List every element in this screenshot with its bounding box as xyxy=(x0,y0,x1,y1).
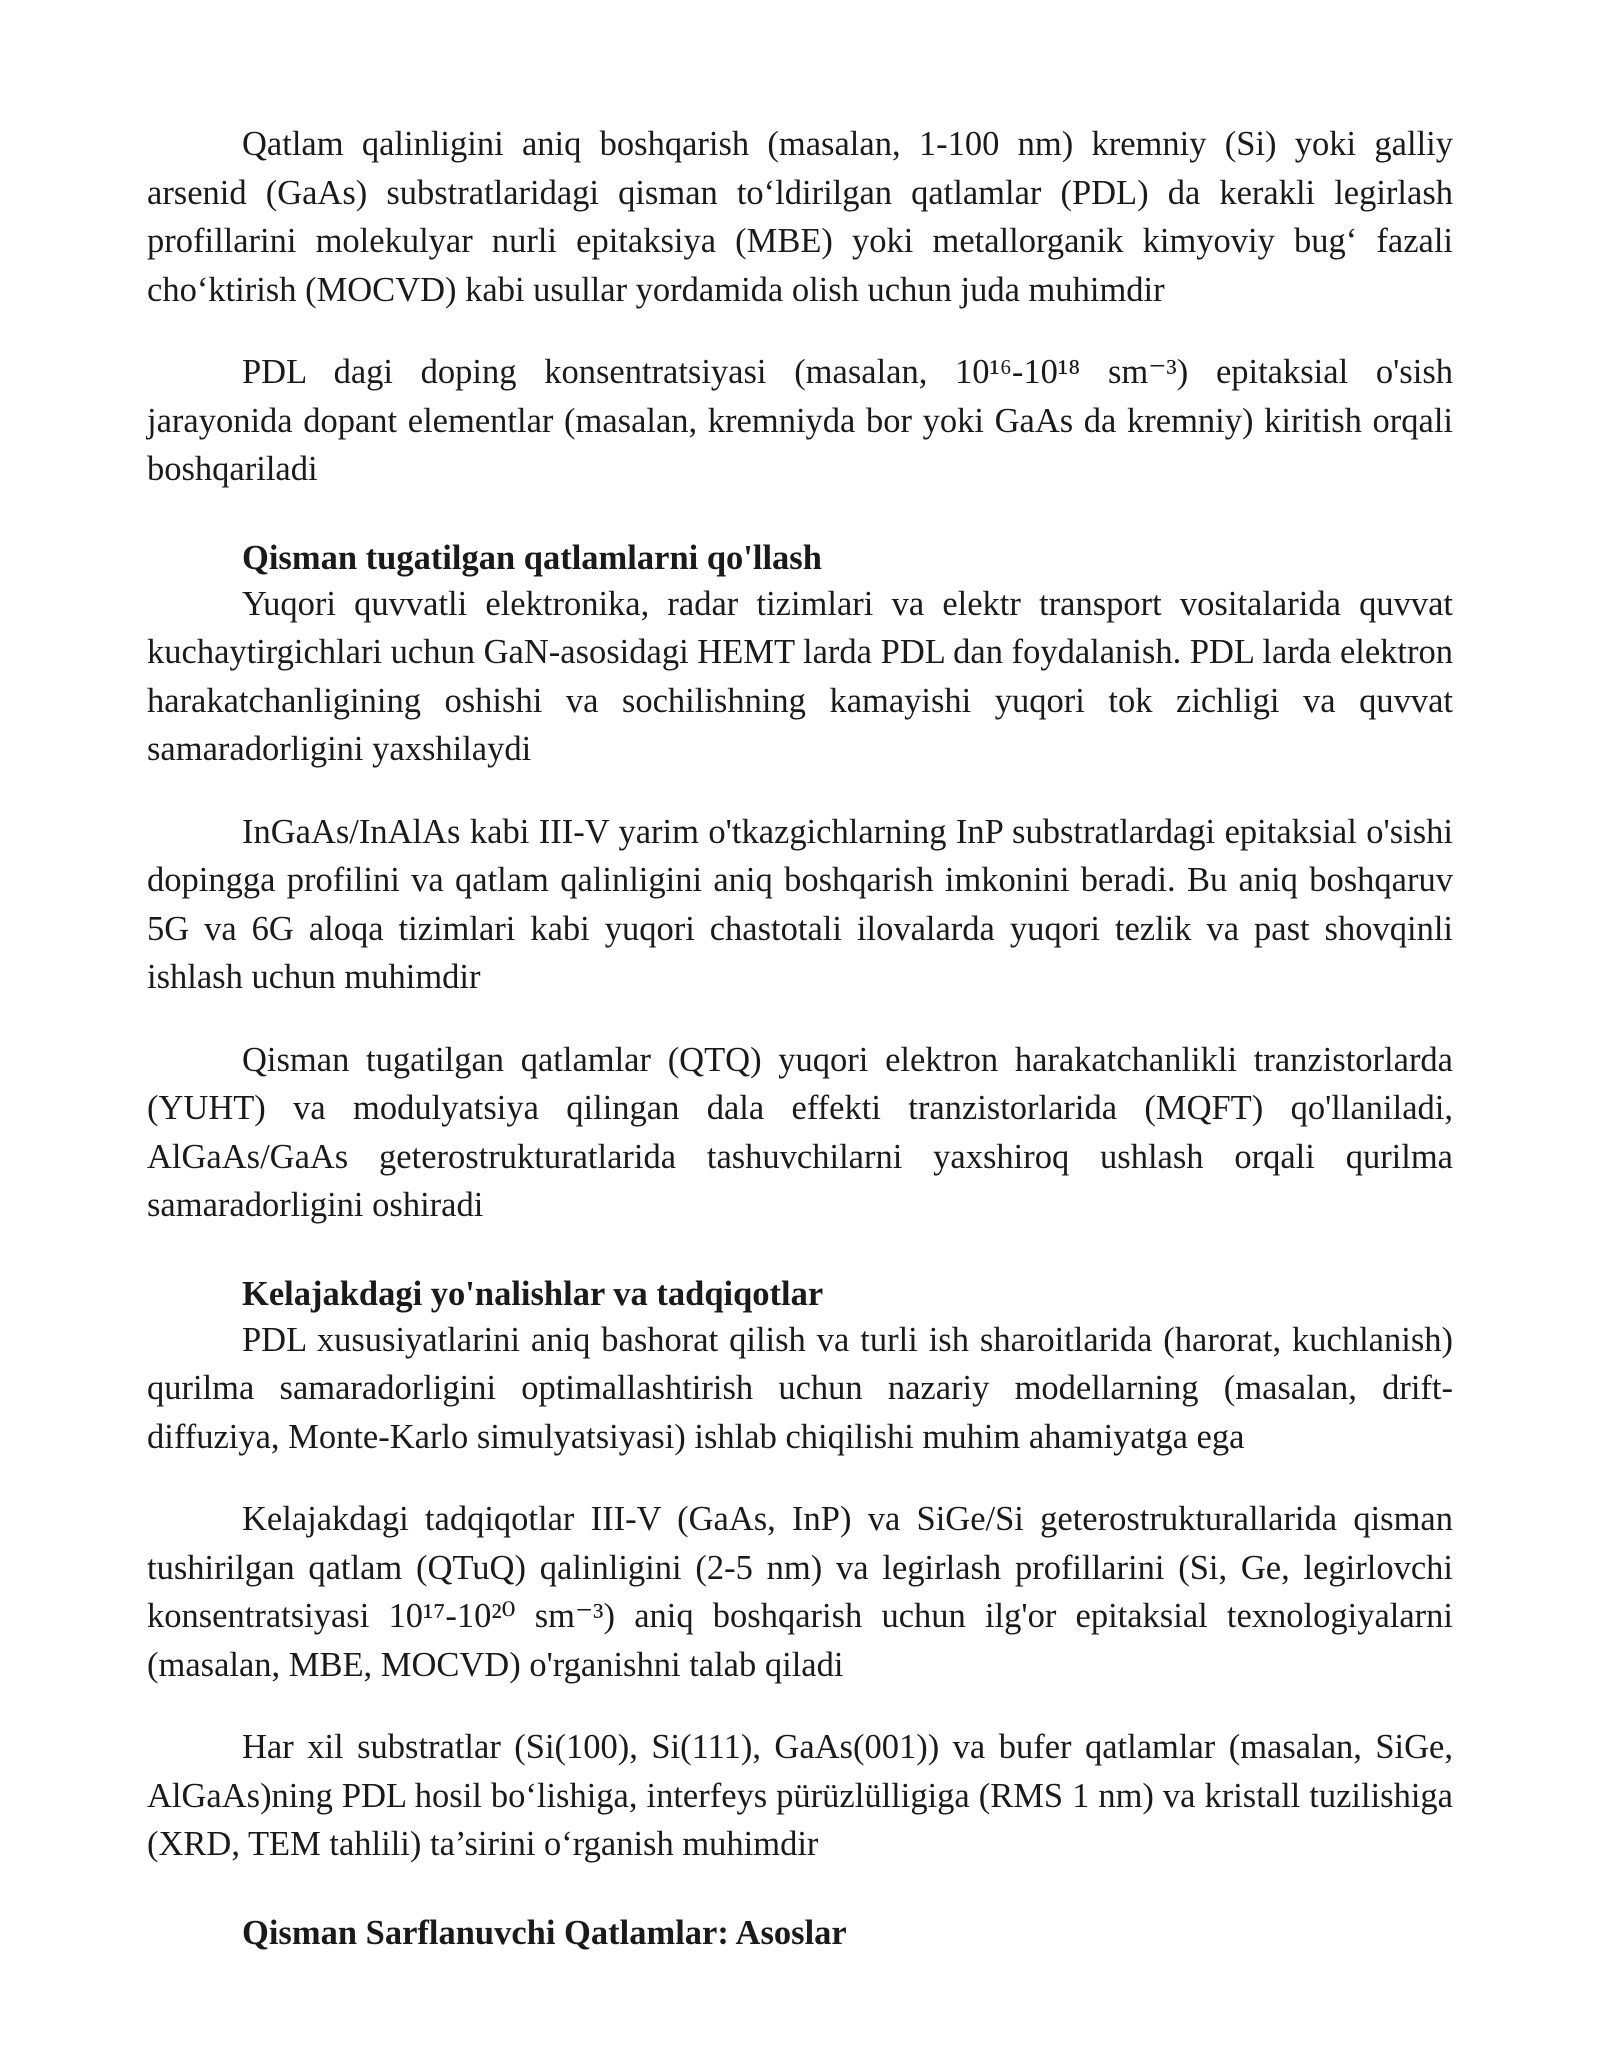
document-page xyxy=(147,120,1453,1953)
paragraph-ingaas-inalas: InGaAs/InAlAs kabi III-V yarim o'tkazgichlarning InP substratlardagi epitaksial o'sishi dopingga profilini va qatlam qalinligini aniq boshqarish imkonini beradi. Bu aniq boshqaruv 5G va 6G aloqa tizimlari kabi yuqori chastotali ilovalarda yuqori tezlik va past shovqinli ishlash uchun muhimdir xyxy=(147,812,1453,996)
heading-applications: Qisman tugatilgan qatlamlarni qo'llash xyxy=(242,538,822,577)
paragraph-doping-concentration: PDL dagi doping konsentratsiyasi (masalan, 10¹⁶-10¹⁸ sm⁻³) epitaksial o'sish jarayonida dopant elementlar (masalan, kremniyda bor yoki GaAs da kremniy) kiritish orqali boshqariladi xyxy=(147,353,1453,488)
heading-basics: Qisman Sarflanuvchi Qatlamlar: Asoslar xyxy=(242,1913,847,1952)
paragraph-theoretical-models: PDL xususiyatlarini aniq bashorat qilish va turli ish sharoitlarida (harorat, kuchlanish) qurilma samaradorligini optimallashtirish uchun nazariy modellarning (masalan, drift-diffuziya, Monte-Karlo simulyatsiyasi) ishlab chiqilishi muhim ahamiyatga ega xyxy=(147,1320,1453,1456)
paragraph-future-epitaxy: Kelajakdagi tadqiqotlar III-V (GaAs, InP) va SiGe/Si geterostrukturallarida qisman tushirilgan qatlam (QTuQ) qalinligini (2-5 nm) va legirlash profillarini (Si, Ge, legirlovchi konsentratsiyasi 10¹⁷-10²⁰ sm⁻³) aniq boshqarish uchun ilg'or epitaksial texnologiyalarni (masalan, MBE, MOCVD) o'rganishni talab qiladi xyxy=(147,1500,1453,1684)
paragraph-layer-thickness-control: Qatlam qalinligini aniq boshqarish (masalan, 1-100 nm) kremniy (Si) yoki galliy arsenid (GaAs) substratlaridagi qisman to‘ldirilgan qatlamlar (PDL) da kerakli legirlash profillarini molekulyar nurli epitaksiya (MBE) yoki metallorganik kimyoviy bug‘ fazali cho‘ktirish (MOCVD) kabi usullar yordamida olish uchun juda muhimdir xyxy=(147,125,1453,309)
paragraph-qtq-transistors: Qisman tugatilgan qatlamlar (QTQ) yuqori elektron harakatchanlikli tranzistorlarda (YUHT) va modulyatsiya qilingan dala effekti tranzistorlarida (MQFT) qo'llaniladi, AlGaAs/GaAs geterostrukturatlarida tashuvchilarni yaxshiroq ushlash orqali qurilma samaradorligini oshiradi xyxy=(147,1040,1453,1224)
heading-future-research: Kelajakdagi yo'nalishlar va tadqiqotlar xyxy=(242,1274,824,1313)
paragraph-substrates-buffers: Har xil substratlar (Si(100), Si(111), GaAs(001)) va bufer qatlamlar (masalan, SiGe, AlGaAs)ning PDL hosil bo‘lishiga, interfeys pürüzlülligiga (RMS 1 nm) va kristall tuzilishiga (XRD, TEM tahlili) ta’sirini o‘rganish muhimdir xyxy=(147,1728,1453,1863)
paragraph-gan-hemt: Yuqori quvvatli elektronika, radar tizimlari va elektr transport vositalarida quvvat kuchaytirgichlari uchun GaN-asosidagi HEMT larda PDL dan foydalanish. PDL larda elektron harakatchanligining oshishi va sochilishning kamayishi yuqori tok zichligi va quvvat samaradorligini yaxshilaydi xyxy=(147,584,1453,768)
